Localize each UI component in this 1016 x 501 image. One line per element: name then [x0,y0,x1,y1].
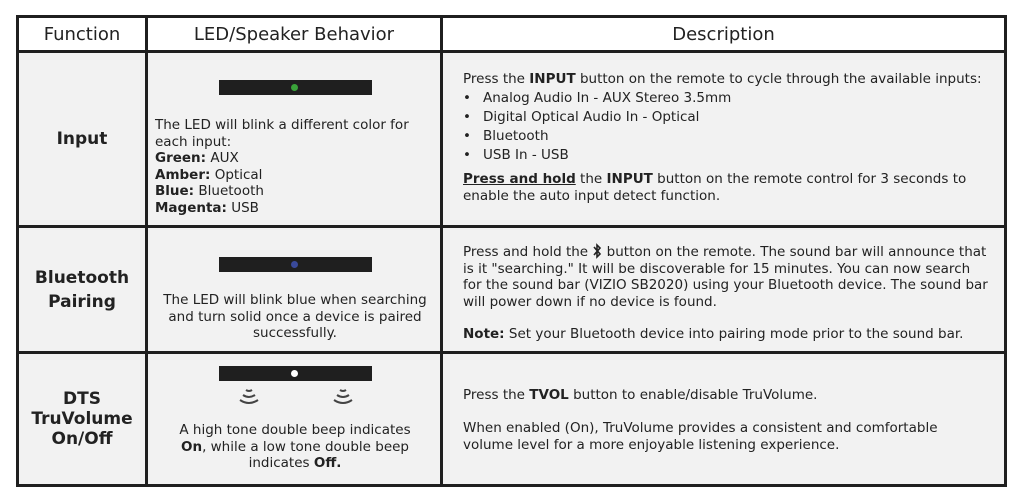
input-description-text: Press the INPUT button on the remote to cycle through the available inputs: [463,71,982,87]
truvolume-behavior-text: A high tone double beep indicates On, while a low tone double beep indicates Off. [179,422,411,471]
sound-wave-icon [236,386,262,408]
truvolume-description-cell [443,354,1004,484]
input-hold-text: Press and hold the INPUT button on the remote control for 3 seconds to enable the auto input detect function. [463,171,967,204]
list-item: • Analog Audio In - AUX Stereo 3.5mm [463,89,993,108]
header-description: Description [443,18,1004,50]
led-indicator-icon [291,84,298,91]
function-table [16,15,1007,487]
row-label-input: Input [56,129,108,149]
input-behavior-cell [148,53,440,225]
row-label-bluetooth: Bluetooth Pairing [34,267,130,312]
input-description-cell [443,53,1004,225]
input-list [463,89,993,165]
bluetooth-behavior-cell [148,228,440,351]
color-line-blue: Blue: Bluetooth [155,183,264,199]
header-led-behavior: LED/Speaker Behavior [148,18,440,50]
led-indicator-icon [291,370,298,377]
truvolume-behavior-cell [148,354,440,484]
sound-wave-icon [330,386,356,408]
bluetooth-behavior-text: The LED will blink blue when searching and turn solid once a device is paired successfully. [163,292,427,341]
truvolume-description-text: Press the TVOL button to enable/disable TruVolume. [463,387,818,403]
color-line-amber: Amber: Optical [155,166,263,183]
bluetooth-note: Note: Set your Bluetooth device into pairing mode prior to the sound bar. [463,326,964,342]
list-item: • Bluetooth [463,127,993,146]
list-item: • USB In - USB [463,146,993,165]
color-line-green: Green: AUX [155,150,239,166]
led-bar [219,80,372,95]
bluetooth-icon [592,243,602,259]
list-item: • Digital Optical Audio In - Optical [463,108,993,127]
led-indicator-icon [291,261,298,268]
led-bar [219,257,372,272]
bluetooth-description-cell [443,228,1004,351]
row-label-truvolume: DTS TruVolume On/Off [31,389,133,449]
header-function: Function [19,18,145,50]
bluetooth-description-text: Press and hold the button on the remote. The sound bar will announce that is it "searching." It will be discoverable for 15 minutes. You can now search for the sound bar (VIZIO SB2020) using your Bluetooth device. The sound bar will power down if no device is found. [463,244,988,310]
color-line-magenta: Magenta: USB [155,199,259,216]
input-behavior-text: The LED will blink a different color for each input: Green: AUX Amber: Optical Blue: Bluetooth Magenta: USB [155,117,435,216]
truvolume-description-detail: When enabled (On), TruVolume provides a consistent and comfortable volume level for a more enjoyable listening experience. [463,420,938,453]
led-bar [219,366,372,381]
